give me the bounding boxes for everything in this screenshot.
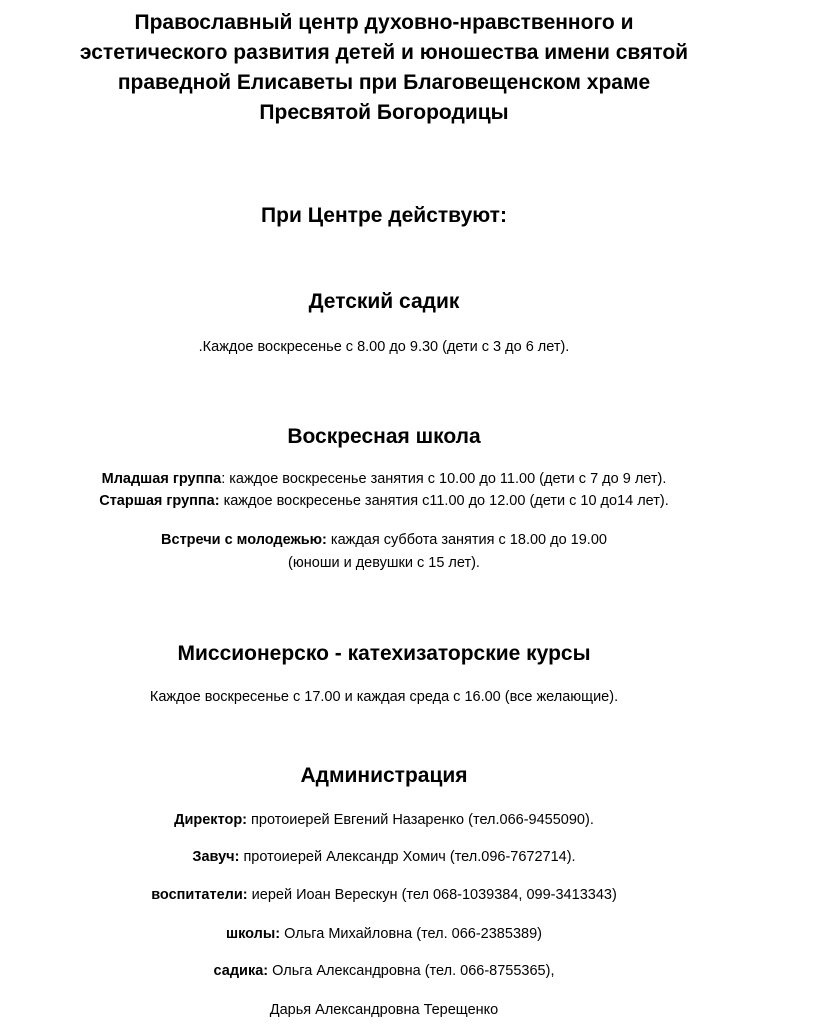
administration-heading: Администрация [300,764,468,787]
head-teacher-text: протоиерей Александр Хомич (тел.096-7672714). [239,849,576,865]
kindergarten-staff-text: Ольга Александровна (тел. 066-8755365), [268,963,555,979]
title-line-3: праведной Елисаветы при Благовещенском храме [117,71,651,94]
senior-group-line [0,491,768,511]
page-title [0,8,768,128]
youth-meetings-text: каждая суббота занятия с 18.00 до 19.00 [326,532,607,548]
director-label: Директор: [174,812,248,828]
youth-meetings-line [0,530,768,550]
head-teacher-label: Завуч: [192,849,240,865]
kindergarten-heading: Детский садик [308,290,460,313]
educators-label: воспитатели: [151,887,248,903]
youth-meetings-label: Встречи с молодежью: [161,532,327,548]
title-line-2: эстетического развития детей и юношества имени святой [79,41,689,64]
senior-group-label: Старшая группа: [99,493,220,509]
educators-text: иерей Иоан Верескун (тел 068-1039384, 099-3413343) [247,887,617,903]
kindergarten-schedule: .Каждое воскресенье с 8.00 до 9.30 (дети с 3 до 6 лет). [198,339,570,355]
sunday-school-heading: Воскресная школа [287,425,481,448]
extra-person-line: Дарья Александровна Терещенко [269,1002,499,1018]
intro-heading: При Центре действуют: [261,204,507,227]
title-line-4: Пресвятой Богородицы [259,101,509,124]
courses-heading: Миссионерско - катехизаторские курсы [177,642,591,665]
junior-group-label: Младшая группа [101,471,222,487]
junior-group-line [0,469,768,489]
director-line [0,810,768,830]
school-label: школы: [226,926,281,942]
director-text: протоиерей Евгений Назаренко (тел.066-9455090). [247,812,594,828]
school-text: Ольга Михайловна (тел. 066-2385389) [280,926,542,942]
junior-group-text: : каждое воскресенье занятия с 10.00 до 11.00 (дети с 7 до 9 лет). [221,471,667,487]
kindergarten-staff-label: садика: [213,963,269,979]
youth-meetings-note: (юноши и девушки с 15 лет). [288,555,480,571]
title-line-1: Православный центр духовно-нравственного и [134,11,634,34]
head-teacher-line [0,847,768,867]
educators-line [0,885,768,905]
kindergarten-staff-line [0,961,768,981]
courses-schedule: Каждое воскресенье с 17.00 и каждая среда с 16.00 (все желающие). [149,689,619,705]
senior-group-text: каждое воскресенье занятия с11.00 до 12.00 (дети с 10 до14 лет). [219,493,669,509]
school-line [0,924,768,944]
